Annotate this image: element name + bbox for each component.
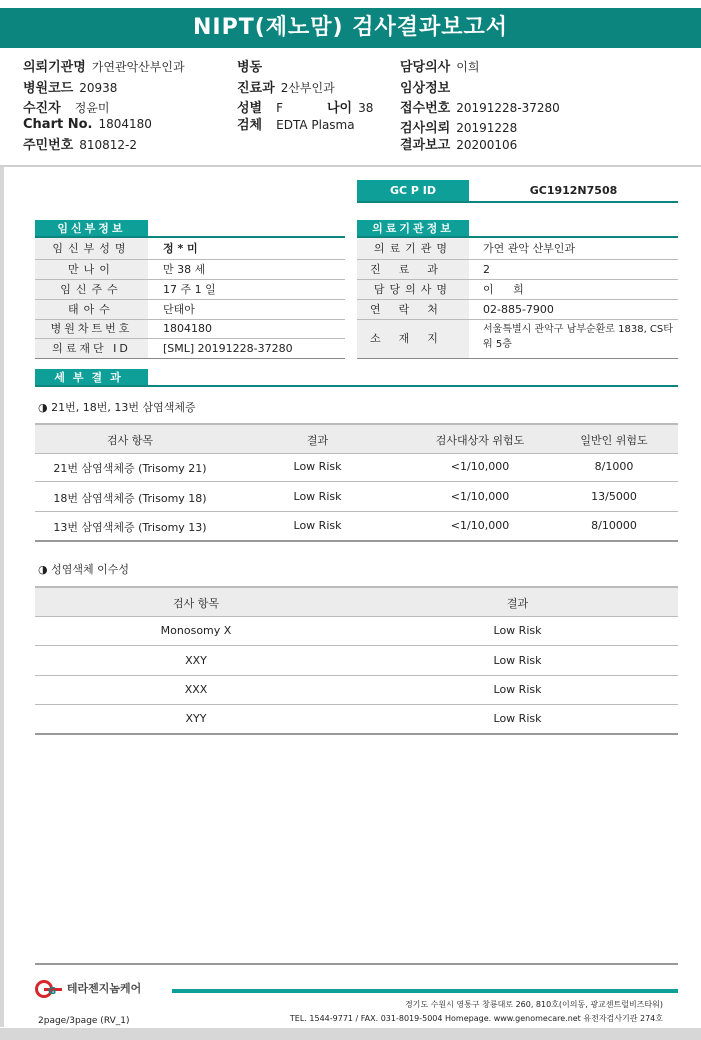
institution-section-title: 의료기관정보 (357, 220, 469, 238)
header-field-doctor: 담당의사 이희 (400, 60, 480, 75)
gcp-id-box (357, 180, 678, 203)
pregnancy-value: 단태아 (163, 303, 195, 316)
table-cell: <1/10,000 (450, 490, 510, 503)
footer-contact: TEL. 1544-9771 / FAX. 031-8019-5004 Homepage. www.genomecare.net 유전자검사기관 274호 (289, 1014, 663, 1023)
header-field-specimen: 검체 EDTA Plasma (237, 118, 355, 133)
footer-divider (35, 963, 678, 965)
header-divider (0, 165, 701, 167)
column-header: 결과 (506, 597, 529, 610)
header-field-patient: 수진자 정윤미 (23, 101, 110, 116)
header-field-sex: 성별 F (237, 101, 284, 116)
svg-text:G: G (48, 986, 57, 997)
row-divider (357, 358, 678, 359)
table-cell: XXX (184, 683, 208, 696)
header-field-institution: 의뢰기관명 가연관악산부인과 (23, 60, 185, 75)
institution-label: 담당의사명 (357, 280, 469, 300)
header-field-chart-no: Chart No. 1804180 (23, 117, 152, 132)
institution-label: 소재지 (357, 320, 469, 358)
table-cell: 13번 삼염색체증 (Trisomy 13) (53, 521, 207, 534)
row-divider (35, 675, 678, 676)
header-field-request-date: 검사의뢰 20191228 (400, 121, 518, 136)
pregnancy-label: 만나이 (35, 260, 148, 280)
footer-address: 경기도 수원시 영통구 창룡대로 260, 810호(이의동, 광교센트럴비즈타워) (404, 1000, 663, 1009)
column-header: 검사대상자 위험도 (435, 434, 525, 447)
row-divider (35, 645, 678, 646)
institution-label: 의료기관명 (357, 238, 469, 259)
header-field-department: 진료과 2산부인과 (237, 81, 335, 96)
row-divider (35, 733, 678, 735)
subtitle-sex-chromosome-text: 성염색체 이수성 (51, 563, 129, 576)
page-bottom-margin (0, 1028, 701, 1040)
details-section-title: 세부결과 (35, 369, 148, 387)
gcp-id-label: GC P ID (357, 180, 469, 201)
institution-value: 02-885-7900 (483, 303, 554, 316)
table-cell: 8/1000 (594, 460, 634, 473)
gcp-id-value: GC1912N7508 (529, 184, 618, 197)
details-section-line (35, 385, 678, 387)
table-cell: 18번 삼염색체증 (Trisomy 18) (53, 492, 207, 505)
page-number: 2page/3page (RV_1) (38, 1016, 130, 1026)
header-field-age: 나이 38 (327, 101, 374, 116)
row-divider (35, 704, 678, 705)
table-header (35, 423, 678, 454)
table-cell: 13/5000 (591, 490, 637, 503)
institution-value: 가연 관악 산부인과 (483, 242, 576, 255)
pregnancy-value: 만 38 세 (163, 263, 206, 276)
company-logo (35, 980, 141, 998)
pregnancy-value: 17 주 1 일 (163, 283, 216, 296)
table-cell: <1/10,000 (450, 460, 510, 473)
report-title: NIPT(제노맘) 검사결과보고서 (0, 8, 701, 48)
pregnancy-value: 1804180 (163, 322, 212, 335)
header-field-resident-no: 주민번호 810812-2 (23, 138, 138, 153)
report-header (0, 50, 701, 168)
subtitle-trisomy-text: 21번, 18번, 13번 삼염색체증 (51, 401, 196, 414)
row-divider (35, 540, 678, 542)
footer-accent-bar (172, 989, 678, 993)
pregnancy-value: 정 * 미 (163, 242, 198, 255)
row-divider (35, 481, 678, 482)
column-header: 검사 항목 (106, 434, 153, 447)
pregnancy-label: 태아수 (35, 300, 148, 320)
table-cell: Low Risk (493, 654, 542, 667)
table-header (35, 586, 678, 617)
header-field-receipt-no: 접수번호 20191228-37280 (400, 101, 560, 116)
pregnancy-label: 임신부성명 (35, 238, 148, 259)
pregnancy-label: 병원차트번호 (35, 320, 148, 338)
table-cell: XXY (185, 654, 207, 667)
half-circle-icon: ◑ (38, 563, 48, 576)
pregnancy-label: 의료재단 ID (35, 339, 148, 358)
row-divider (35, 358, 345, 359)
subtitle-sex-chromosome (38, 561, 129, 577)
table-cell: Low Risk (493, 683, 542, 696)
left-margin-bar (0, 167, 4, 1027)
column-header: 결과 (306, 434, 329, 447)
institution-value: 서울특별시 관악구 남부순환로 1838, CS타워 5층 (483, 324, 673, 350)
table-cell: <1/10,000 (450, 519, 510, 532)
subtitle-trisomy (38, 399, 196, 415)
logo-mark-icon (35, 980, 63, 998)
table-cell: 8/10000 (591, 519, 637, 532)
column-header: 검사 항목 (172, 597, 219, 610)
row-divider (35, 511, 678, 512)
logo-text: 테라젠지놈케어 (66, 982, 142, 995)
pregnancy-section-title: 임신부정보 (35, 220, 148, 238)
table-cell: Low Risk (493, 712, 542, 725)
pregnancy-label: 임신주수 (35, 280, 148, 300)
table-cell: 21번 삼염색체증 (Trisomy 21) (53, 462, 207, 475)
table-cell: Low Risk (293, 490, 342, 503)
institution-label: 진료과 (357, 260, 469, 280)
table-cell: Low Risk (293, 460, 342, 473)
institution-value: 이 희 (483, 283, 532, 296)
header-field-clinical-info: 임상정보 (400, 81, 451, 96)
institution-label: 연락처 (357, 300, 469, 320)
header-field-report-date: 결과보고 20200106 (400, 138, 518, 153)
header-field-ward: 병동 (237, 60, 263, 75)
table-cell: Low Risk (293, 519, 342, 532)
header-field-hospital-code: 병원코드 20938 (23, 81, 118, 96)
half-circle-icon: ◑ (38, 401, 48, 414)
column-header: 일반인 위험도 (580, 434, 648, 447)
table-cell: Low Risk (493, 624, 542, 637)
institution-value: 2 (483, 263, 490, 276)
table-cell: XYY (185, 712, 207, 725)
pregnancy-value: [SML] 20191228-37280 (163, 342, 293, 355)
table-cell: Monosomy X (160, 624, 232, 637)
